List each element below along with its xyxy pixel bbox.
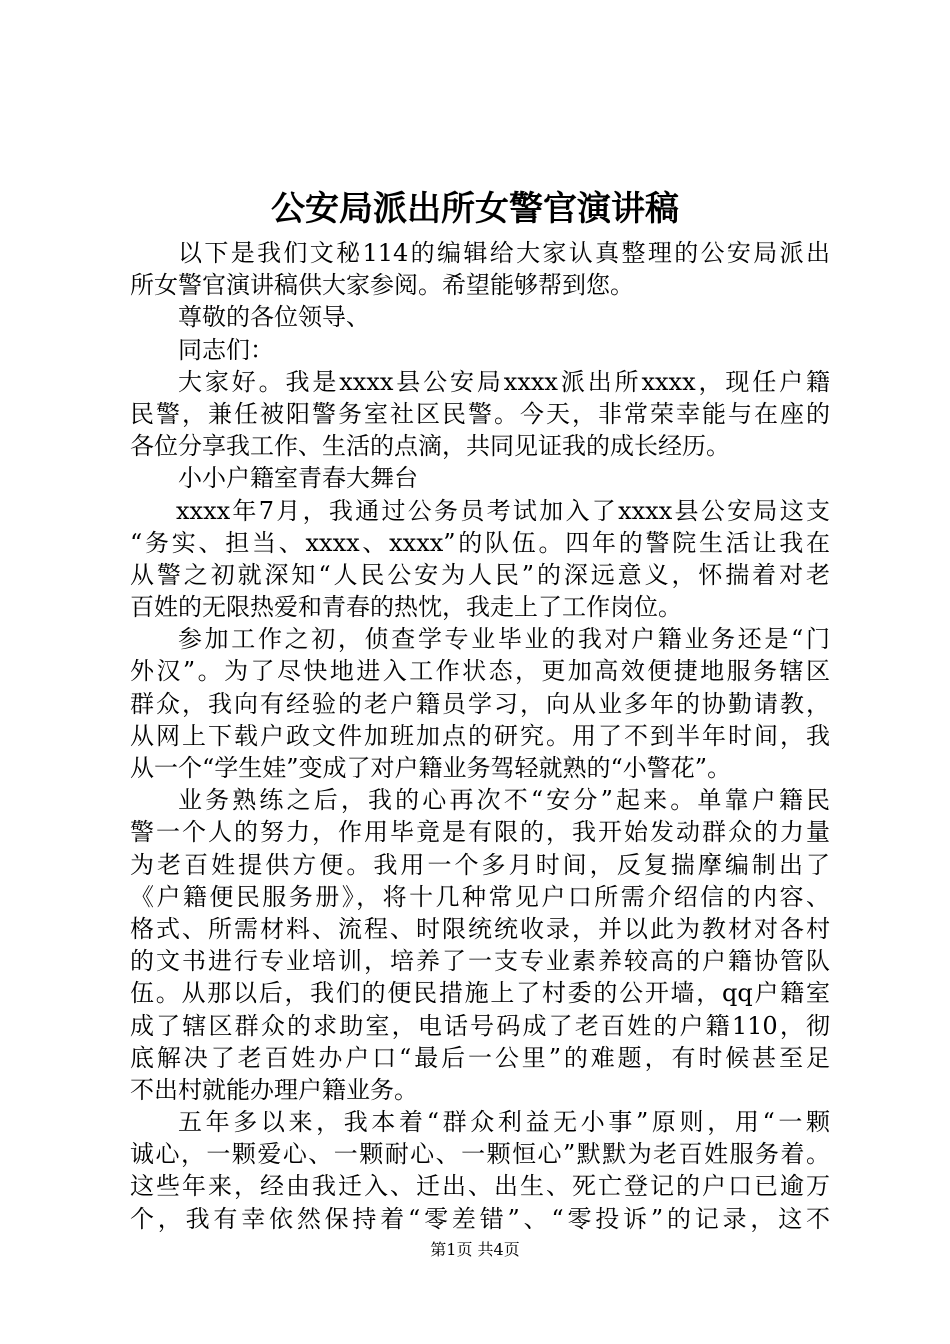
text-line: 所女警官演讲稿供大家参阅。希望能够帮到您。 (130, 271, 634, 300)
text-line: 业务熟练之后，我的心再次不“安分”起来。单靠户籍民 (178, 786, 830, 815)
document-title: 公安局派出所女警官演讲稿 (271, 189, 679, 229)
text-line: 诚心，一颗爱心、一颗耐心、一颗恒心”默默为老百姓服务着。 (130, 1140, 830, 1169)
text-line: 从一个“学生娃”变成了对户籍业务驾轻就熟的“小警花”。 (130, 754, 732, 782)
text-line: 百姓的无限热爱和青春的热忱，我走上了工作岗位。 (130, 593, 682, 622)
text-line: 同志们： (178, 335, 274, 364)
text-line: 从网上下载户政文件加班加点的研究。用了不到半年时间，我 (130, 721, 830, 750)
text-line: 参加工作之初，侦查学专业毕业的我对户籍业务还是“门 (178, 625, 830, 654)
page-number-footer: 第1页 共4页 (430, 1240, 520, 1259)
text-line: 以下是我们文秘114的编辑给大家认真整理的公安局派出 (178, 239, 830, 267)
text-line: 个，我有幸依然保持着“零差错”、“零投诉”的记录，这不 (130, 1204, 830, 1233)
text-line: 成了辖区群众的求助室，电话号码成了老百姓的户籍110，彻 (130, 1011, 830, 1040)
text-line: 为老百姓提供方便。我用一个多月时间，反复揣摩编制出了 (130, 850, 830, 879)
text-line: 这些年来，经由我迁入、迁出、出生、死亡登记的户口已逾万 (130, 1172, 830, 1201)
text-line: 格式、所需材料、流程、时限统统收录，并以此为教材对各村 (130, 914, 830, 943)
text-line: 尊敬的各位领导、 (178, 303, 370, 332)
text-line: 的文书进行专业培训，培养了一支专业素养较高的户籍协管队 (130, 947, 830, 976)
section-heading: 小小户籍室青春大舞台 (178, 464, 418, 493)
text-line: “务实、担当、xxxx、xxxx”的队伍。四年的警院生活让我在 (130, 528, 830, 557)
document-body (130, 237, 830, 1235)
text-line: 伍。从那以后，我们的便民措施上了村委的公开墙，qq户籍室 (130, 979, 830, 1008)
text-line: xxxx年7月，我通过公务员考试加入了xxxx县公安局这支 (176, 496, 830, 525)
text-line: 民警，兼任被阳警务室社区民警。今天，非常荣幸能与在座的 (130, 399, 830, 428)
text-line: 大家好。我是xxxx县公安局xxxx派出所xxxx，现任户籍 (178, 367, 830, 396)
text-line: 不出村就能办理户籍业务。 (130, 1075, 418, 1104)
text-line: 底解决了老百姓办户口“最后一公里”的难题，有时候甚至足 (130, 1043, 830, 1072)
text-line: 《户籍便民服务册》，将十几种常见户口所需介绍信的内容、 (130, 882, 830, 911)
text-line: 五年多以来，我本着“群众利益无小事”原则，用“一颗 (178, 1108, 830, 1137)
text-line: 外汉”。为了尽快地进入工作状态，更加高效便捷地服务辖区 (130, 657, 830, 686)
text-line: 各位分享我工作、生活的点滴，共同见证我的成长经历。 (130, 432, 730, 461)
text-line: 从警之初就深知“人民公安为人民”的深远意义，怀揣着对老 (130, 560, 830, 589)
text-line: 警一个人的努力，作用毕竟是有限的，我开始发动群众的力量 (130, 818, 830, 847)
text-line: 群众，我向有经验的老户籍员学习，向从业多年的协勤请教， (130, 689, 830, 718)
